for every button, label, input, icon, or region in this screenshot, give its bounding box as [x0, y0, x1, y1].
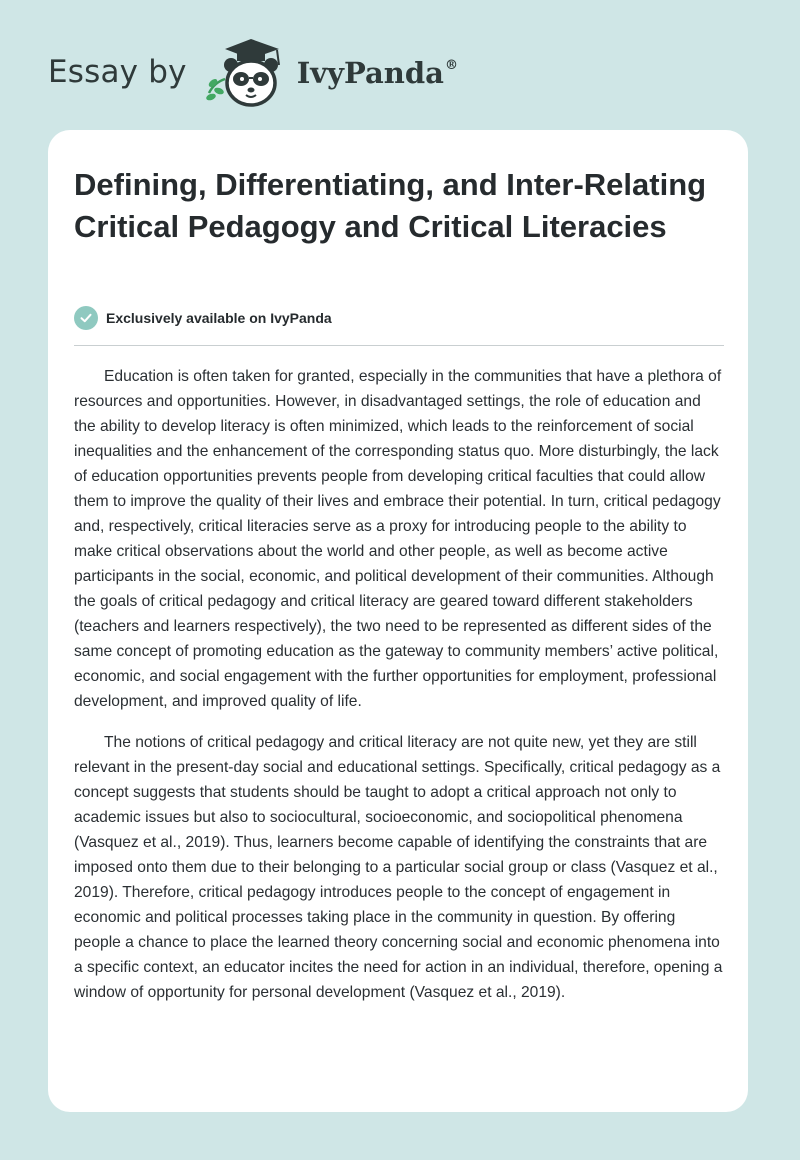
brand-prefix: Essay by	[48, 54, 187, 90]
essay-title: Defining, Differentiating, and Inter-Relating Critical Pedagogy and Critical Literacies	[74, 167, 707, 244]
divider	[74, 345, 724, 346]
exclusive-label: Exclusively available on IvyPanda	[106, 310, 332, 326]
paragraph: The notions of critical pedagogy and critical literacy are not quite new, yet they are still relevant in the present-day social and educational settings. Specifically, critical pedagogy as a concept suggests that students should be taught to adopt a critical approach not only to academic issues but also to sociocultural, socioeconomic, and sociopolitical phenomena (Vasquez et al., 2019). Thus, learners become capable of identifying the constraints that are imposed onto them due to their belonging to a particular social group or class (Vasquez et al., 2019). Therefore, critical pedagogy introduces people to the concept of engagement in economic and political processes taking place in the community in question. By offering people a chance to place the learned theory concerning social and economic phenomena into a specific context, an educator incites the need for action in an individual, therefore, opening a window of opportunity for personal development (Vasquez et al., 2019).	[74, 734, 723, 1001]
trademark-symbol: ®	[444, 58, 458, 73]
essay-card	[48, 130, 748, 1112]
brand-header[interactable]	[48, 34, 458, 114]
panda-logo-icon	[201, 35, 293, 113]
essay-body	[74, 364, 724, 1021]
brand-name-text: IvyPanda	[296, 56, 444, 90]
exclusive-badge	[74, 305, 332, 331]
brand-name	[297, 56, 458, 90]
check-icon	[74, 306, 98, 330]
paragraph: Education is often taken for granted, especially in the communities that have a plethora of resources and opportunities. However, in disadvantaged settings, the role of education and the ability to develop literacy is often minimized, which leads to the reinforcement of social inequalities and the enhancement of the corresponding status quo. More disturbingly, the lack of education opportunities prevents people from developing critical faculties that could allow them to improve the quality of their lives and embrace their potential. In turn, critical pedagogy and, respectively, critical literacies serve as a proxy for introducing people to the ability to make critical observations about the world and other people, as well as become active participants in the social, economic, and political development of their communities. Although the goals of critical pedagogy and critical literacy are geared toward different stakeholders (teachers and learners respectively), the two need to be represented as different sides of the same concept of promoting education as the gateway to community members’ active political, economic, and social engagement with the further opportunities for employment, professional development, and improved quality of life.	[74, 368, 722, 710]
